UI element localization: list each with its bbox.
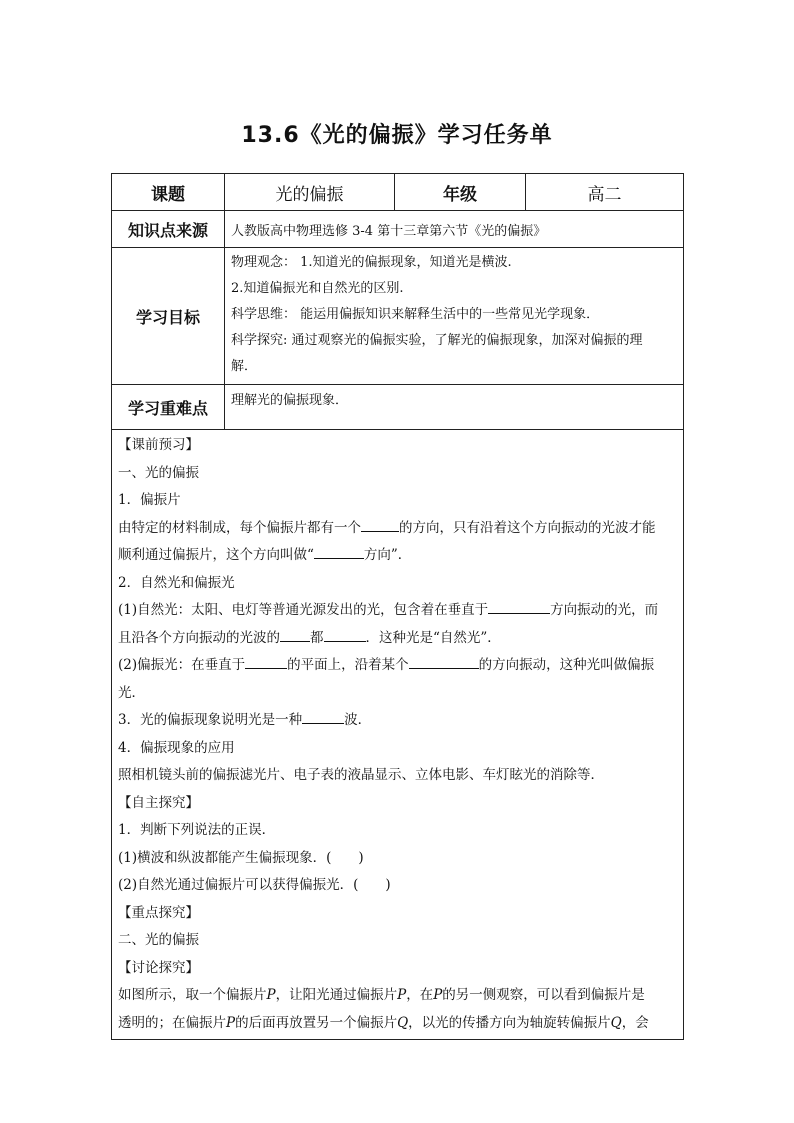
goal-line: 物理观念： 1.知道光的偏振现象，知道光是横波.: [231, 255, 512, 270]
source-value: 人教版高中物理选修 3-4 第十三章第六节《光的偏振》: [225, 211, 684, 248]
topic-value: 光的偏振: [225, 174, 395, 211]
fill-blank[interactable]: [409, 654, 479, 669]
page-title: 13.6《光的偏振》学习任务单: [241, 123, 553, 148]
goals-label: 学习目标: [112, 248, 225, 385]
paragraph-line: 透明的；在偏振片P的后面再放置另一个偏振片Q，以光的传播方向为轴旋转偏振片Q，会: [118, 1014, 649, 1031]
item-title: 2．自然光和偏振光: [118, 574, 235, 591]
paragraph-line: 由特定的材料制成，每个偏振片都有一个 的方向，只有沿着这个方向振动的光波才能: [118, 515, 679, 543]
item-title: 1．判断下列说法的正误．: [118, 822, 276, 838]
worksheet-body: [112, 430, 684, 1040]
goal-line: 科学思维： 能运用偏振知识来解释生活中的一些常见光学现象．: [231, 307, 600, 322]
fill-blank[interactable]: [245, 654, 287, 669]
discuss-heading: 【讨论探究】: [118, 959, 199, 976]
paragraph-line: 如图所示，取一个偏振片P，让阳光通过偏振片P，在P的另一侧观察，可以看到偏振片是: [118, 987, 645, 1003]
goals-row: [112, 248, 684, 385]
focus-heading: 【重点探究】: [118, 904, 199, 921]
paragraph-line: 3．光的偏振现象说明光是一种 波．: [118, 707, 679, 735]
body-row: [112, 430, 684, 1040]
preview-heading: 【课前预习】: [118, 437, 199, 453]
fill-blank[interactable]: [361, 517, 399, 532]
paragraph-line: 照相机镜头前的偏振滤光片、电子表的液晶显示、立体电影、车灯眩光的消除等．: [118, 767, 604, 783]
keypoints-value: 理解光的偏振现象．: [225, 385, 684, 430]
source-row: [112, 211, 684, 248]
section-heading: 二、光的偏振: [118, 932, 199, 948]
explore-heading: 【自主探究】: [118, 794, 199, 811]
paragraph-line: 且沿各个方向振动的光波的 都 ．这种光是“自然光”．: [118, 625, 679, 653]
paragraph-line: (1)自然光：太阳、电灯等普通光源发出的光，包含着在垂直于 方向振动的光，而: [118, 597, 679, 625]
judge-statement: (1)横波和纵波都能产生偏振现象．( ): [118, 849, 364, 866]
fill-blank[interactable]: [280, 627, 310, 642]
goal-line: 2.知道偏振光和自然光的区别.: [231, 281, 404, 296]
keypoints-label: 学习重难点: [112, 385, 225, 430]
task-table: [111, 173, 684, 1040]
fill-blank[interactable]: [314, 544, 364, 559]
goal-line: 科学探究: 通过观察光的偏振实验，了解光的偏振现象，加深对偏振的理: [231, 333, 643, 348]
grade-value: 高二: [526, 174, 684, 211]
fill-blank[interactable]: [488, 599, 550, 614]
section-heading: 一、光的偏振: [118, 464, 199, 481]
fill-blank[interactable]: [324, 627, 366, 642]
paragraph-line: (2)偏振光：在垂直于 的平面上，沿着某个 的方向振动，这种光叫做偏振: [118, 652, 679, 680]
goal-line: 解．: [231, 359, 258, 374]
item-title: 4．偏振现象的应用: [118, 739, 235, 756]
judge-statement: (2)自然光通过偏振片可以获得偏振光．( ): [118, 877, 391, 893]
paragraph-line: 光．: [118, 684, 145, 701]
source-label: 知识点来源: [112, 211, 225, 248]
keypoints-row: [112, 385, 684, 430]
header-row: [112, 174, 684, 211]
grade-label: 年级: [395, 174, 526, 211]
item-title: 1．偏振片: [118, 492, 181, 508]
topic-label: 课题: [112, 174, 225, 211]
fill-blank[interactable]: [302, 709, 344, 724]
paragraph-line: 顺利通过偏振片，这个方向叫做“ 方向”．: [118, 542, 679, 570]
goals-content: [225, 248, 684, 385]
